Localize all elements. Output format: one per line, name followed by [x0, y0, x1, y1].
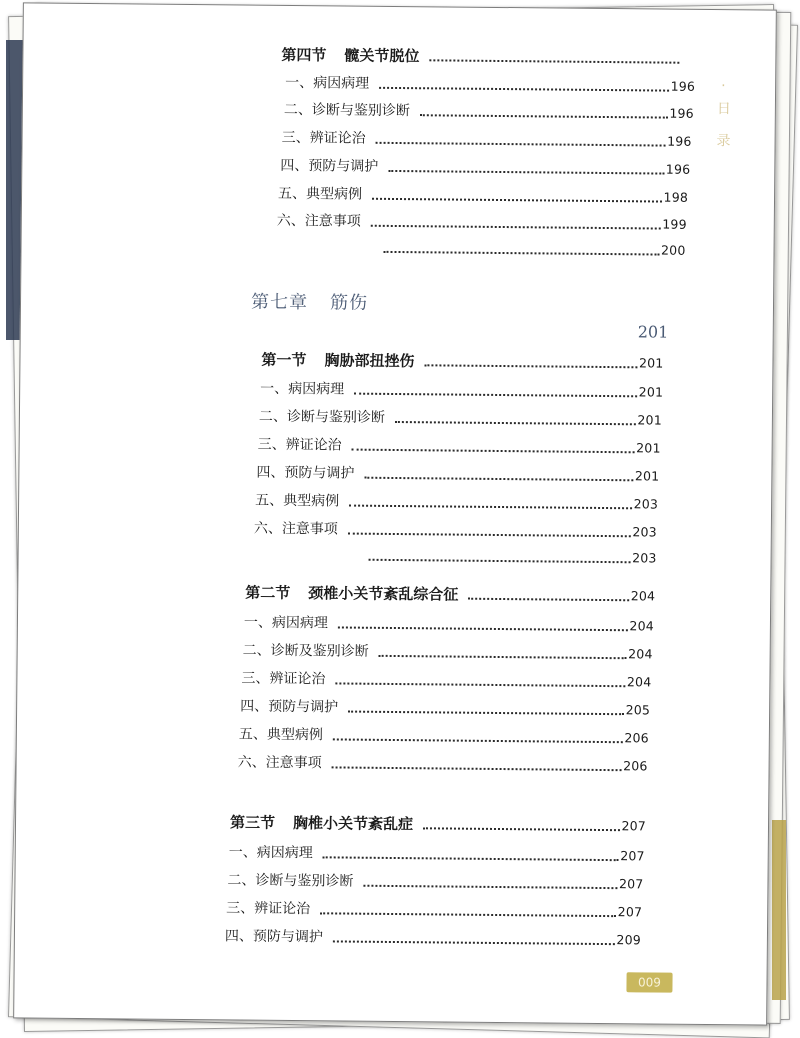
entry-label: 三、辨证论治: [241, 670, 326, 688]
entry-label: 一、病因病理: [243, 614, 329, 632]
page-number: 204: [630, 588, 656, 604]
leader-dots: [354, 393, 637, 398]
leader-dots: [384, 251, 660, 256]
page-number: 205: [625, 702, 651, 718]
toc-section-heading[interactable]: [261, 351, 663, 373]
toc-entry[interactable]: [243, 642, 653, 664]
page-number: 203: [632, 524, 657, 540]
page-number: 196: [667, 133, 692, 149]
entry-label: 三、辨证论治: [281, 129, 366, 147]
toc-entry[interactable]: [282, 129, 692, 151]
section-label: 第一节 胸胁部扭挫伤: [261, 350, 415, 371]
page-number: 201: [636, 440, 661, 456]
entry-label: 五、典型病例: [277, 185, 363, 203]
entry-label: 四、预防与调护: [256, 464, 355, 482]
toc-entry[interactable]: [260, 380, 663, 402]
entry-label: 一、病因病理: [260, 380, 345, 398]
bleed-through-mark: 日: [716, 101, 731, 118]
page-number: 209: [616, 932, 641, 948]
toc-entry[interactable]: [254, 520, 657, 542]
entry-label: 二、诊断及鉴别诊断: [242, 642, 369, 660]
page-number: 201: [634, 468, 660, 484]
page-number: 203: [633, 496, 659, 512]
leader-dots: [333, 940, 615, 945]
leader-dots: [423, 827, 620, 831]
toc-entry[interactable]: [244, 614, 654, 636]
toc-entry[interactable]: [240, 698, 650, 720]
toc-entry[interactable]: [239, 726, 649, 748]
section-label: 第三节 胸椎小关节紊乱症: [229, 813, 414, 834]
leader-dots: [348, 711, 624, 716]
page-number: 207: [618, 876, 644, 892]
toc-entry[interactable]: [373, 239, 685, 260]
toc-section-heading[interactable]: [281, 46, 681, 68]
leader-dots: [376, 142, 666, 147]
leader-dots: [332, 766, 622, 771]
leader-dots: [348, 533, 631, 538]
leader-dots: [338, 626, 628, 631]
toc-entry[interactable]: [229, 843, 645, 865]
entry-label: 三、辨证论治: [226, 900, 311, 918]
bleed-through-mark: ·: [721, 78, 726, 95]
toc-entry[interactable]: [226, 899, 642, 921]
leader-dots: [424, 364, 637, 368]
toc-entry[interactable]: [238, 754, 648, 776]
leader-dots: [335, 682, 625, 687]
leader-dots: [333, 738, 623, 743]
toc-section-heading[interactable]: [230, 813, 646, 835]
leader-dots: [369, 559, 631, 564]
page-number: 207: [620, 848, 645, 864]
book-cover-edge: [772, 820, 786, 1000]
section-label: 第四节 髋关节脱位: [281, 45, 420, 66]
entry-label: 一、病因病理: [285, 74, 370, 92]
leader-dots: [352, 449, 635, 454]
leader-dots: [320, 912, 616, 917]
bleed-through-mark: 录: [716, 133, 731, 150]
page-number: 201: [638, 384, 664, 400]
toc-entry[interactable]: [255, 492, 658, 514]
page-folio: 009: [626, 972, 672, 992]
page-number: 196: [669, 105, 694, 121]
toc-entry[interactable]: [278, 185, 688, 207]
toc-entry[interactable]: [359, 547, 657, 568]
page-number: 201: [637, 412, 662, 428]
page-number: 199: [662, 216, 687, 232]
page-number: 207: [617, 904, 643, 920]
chapter-page-number: 201: [637, 322, 669, 342]
page-number: 204: [626, 674, 652, 690]
toc-entry[interactable]: [256, 464, 659, 486]
leader-dots: [379, 655, 627, 659]
leader-dots: [349, 505, 632, 510]
toc-section-heading[interactable]: [245, 584, 655, 606]
page-number: 196: [670, 78, 696, 94]
toc-page: [13, 2, 777, 1025]
leader-dots: [371, 225, 661, 230]
entry-label: 六、注意事项: [237, 754, 322, 772]
entry-label: 四、预防与调护: [280, 157, 379, 175]
entry-label: 四、预防与调护: [224, 928, 324, 946]
leader-dots: [420, 114, 668, 118]
entry-label: 六、注意事项: [253, 520, 338, 538]
entry-label: 一、病因病理: [228, 844, 313, 862]
toc-entry[interactable]: [280, 157, 690, 179]
page-number: 201: [638, 355, 664, 371]
entry-label: 二、诊断与鉴别诊断: [283, 101, 410, 120]
entry-label: 四、预防与调护: [240, 698, 339, 716]
leader-dots: [363, 885, 617, 889]
leader-dots: [388, 170, 664, 175]
page-number: 204: [628, 646, 653, 662]
page-number: 206: [623, 758, 648, 774]
entry-label: 五、典型病例: [238, 726, 323, 744]
toc-entry[interactable]: [285, 74, 695, 96]
page-number: 207: [621, 818, 647, 834]
toc-entry[interactable]: [284, 101, 694, 123]
page-number: 196: [665, 161, 691, 177]
page-number: 204: [629, 618, 655, 634]
toc-entry[interactable]: [277, 212, 687, 234]
entry-label: 三、辨证论治: [257, 436, 342, 454]
leader-dots: [379, 87, 669, 92]
leader-dots: [372, 198, 662, 203]
page-number: 203: [632, 550, 657, 566]
leader-dots: [395, 421, 636, 425]
toc-entry[interactable]: [225, 927, 641, 949]
section-label: 第二节 颈椎小关节紊乱综合征: [245, 583, 459, 604]
entry-label: 六、注意事项: [276, 212, 361, 230]
toc-entry[interactable]: [241, 670, 651, 692]
leader-dots: [468, 598, 629, 602]
entry-label: 二、诊断与鉴别诊断: [227, 872, 354, 890]
leader-dots: [323, 856, 619, 861]
leader-dots: [364, 477, 633, 482]
page-number: 200: [661, 242, 686, 258]
leader-dots: [429, 59, 679, 63]
entry-label: 二、诊断与鉴别诊断: [258, 408, 385, 426]
toc-entry[interactable]: [227, 871, 643, 893]
toc-entry[interactable]: [259, 408, 662, 430]
chapter-title[interactable]: 第七章 筋伤: [250, 291, 369, 314]
page-number: 206: [624, 730, 649, 746]
entry-label: 五、典型病例: [255, 492, 340, 510]
toc-entry[interactable]: [258, 436, 661, 458]
page-number: 198: [663, 189, 689, 205]
